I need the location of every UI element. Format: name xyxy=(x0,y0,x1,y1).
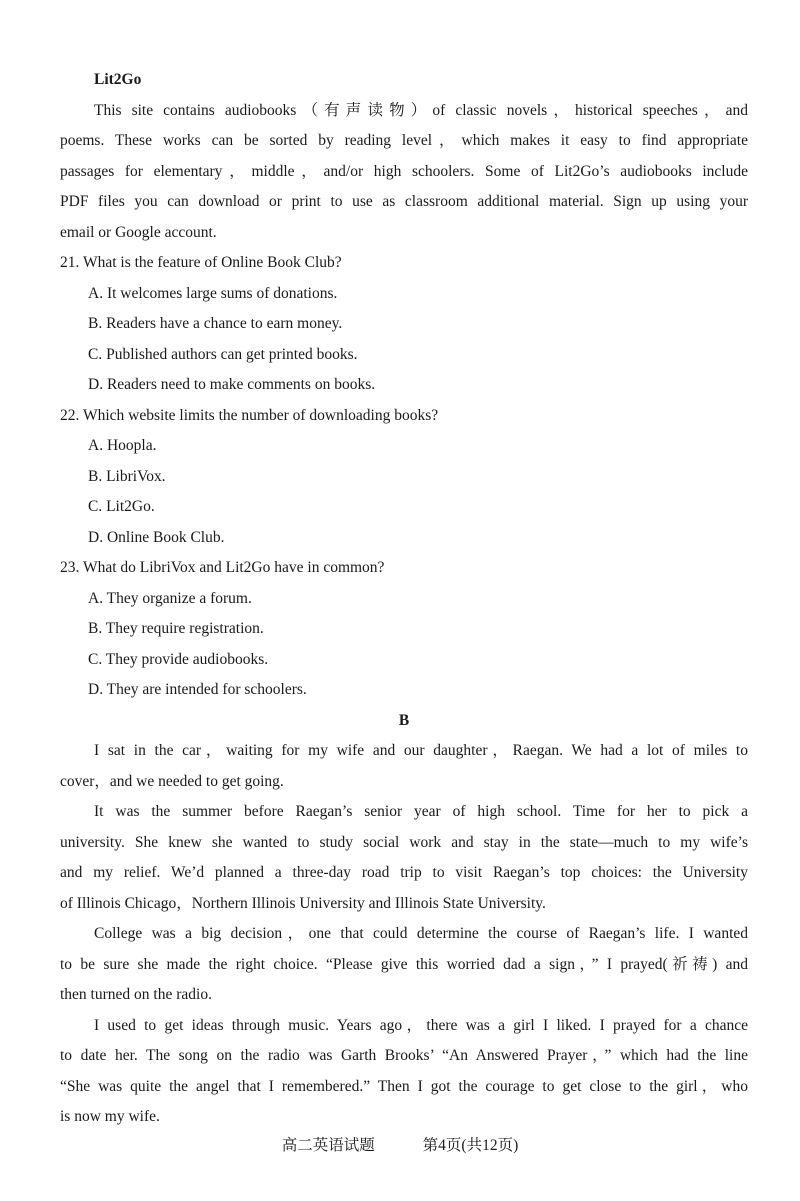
question-23 xyxy=(60,553,748,706)
text-line: I used to get ideas through music. Years ago，there was a girl I liked. I prayed for a chance xyxy=(94,1016,748,1034)
option-d: D. They are intended for schoolers. xyxy=(88,681,307,698)
text-line: cover，and we needed to get going. xyxy=(60,772,284,790)
option-b: B. They require registration. xyxy=(88,620,264,637)
option-c: C. Published authors can get printed books. xyxy=(88,345,358,363)
passage-paragraph xyxy=(60,736,748,797)
lit2go-paragraph xyxy=(60,96,748,249)
page-footer xyxy=(0,1133,800,1155)
question-21 xyxy=(60,248,748,401)
question-stem: 22. Which website limits the number of downloading books? xyxy=(60,406,439,424)
text-line: PDF files you can download or print to use as classroom additional material. Sign up using your xyxy=(60,193,748,210)
passage-paragraph xyxy=(60,1011,748,1133)
option-b: B. Readers have a chance to earn money. xyxy=(88,315,343,332)
option-d: D. Online Book Club. xyxy=(88,528,225,546)
text-line: College was a big decision，one that could determine the course of Raegan’s life. I wanted xyxy=(94,925,748,942)
section-heading-lit2go: Lit2Go xyxy=(94,71,142,88)
option-a: A. Hoopla. xyxy=(88,437,157,454)
option-c: C. They provide audiobooks. xyxy=(88,650,269,668)
text-line: to be sure she made the right choice. “Please give this worried dad a sign，” I prayed(祈祷) and xyxy=(60,955,748,973)
option-d: D. Readers need to make comments on books. xyxy=(88,376,376,393)
exam-title: 高二英语试题 xyxy=(281,1137,375,1154)
text-line: passages for elementary，middle，and/or high schoolers. Some of Lit2Go’s audiobooks include xyxy=(60,162,748,180)
text-line: This site contains audiobooks（有声读物）of classic novels，historical speeches，and xyxy=(94,101,748,119)
option-c: C. Lit2Go. xyxy=(88,498,155,515)
text-line: university. She knew she wanted to study social work and stay in the state—much to my wife’s xyxy=(60,833,748,851)
passage-paragraph xyxy=(60,797,748,919)
section-heading-b: B xyxy=(398,711,410,729)
text-line: then turned on the radio. xyxy=(60,986,212,1003)
text-line: to date her. The song on the radio was Garth Brooks’ “An Answered Prayer，” which had the line xyxy=(60,1047,748,1064)
text-line: poems. These works can be sorted by reading level，which makes it easy to find appropriate xyxy=(60,132,748,149)
question-22 xyxy=(60,401,748,554)
text-line: is now my wife. xyxy=(60,1108,160,1125)
text-line: email or Google account. xyxy=(60,223,217,241)
text-line: “She was quite the angel that I remembered.” Then I got the courage to get close to the girl，who xyxy=(60,1077,748,1095)
page-number: 第4页(共12页) xyxy=(422,1137,519,1154)
passage-paragraph xyxy=(60,919,748,1011)
text-line: and my relief. We’d planned a three-day road trip to visit Raegan’s top choices: the University xyxy=(60,864,748,881)
question-stem: 23. What do LibriVox and Lit2Go have in common? xyxy=(60,559,385,576)
option-a: A. They organize a forum. xyxy=(88,589,252,607)
option-a: A. It welcomes large sums of donations. xyxy=(88,284,338,302)
text-line: of Illinois Chicago，Northern Illinois University and Illinois State University. xyxy=(60,894,546,912)
question-stem: 21. What is the feature of Online Book Club? xyxy=(60,254,342,271)
document-body xyxy=(60,65,748,1133)
text-line: It was the summer before Raegan’s senior year of high school. Time for her to pick a xyxy=(94,803,748,820)
text-line: I sat in the car，waiting for my wife and our daughter，Raegan. We had a lot of miles to xyxy=(94,742,748,759)
option-b: B. LibriVox. xyxy=(88,467,166,485)
